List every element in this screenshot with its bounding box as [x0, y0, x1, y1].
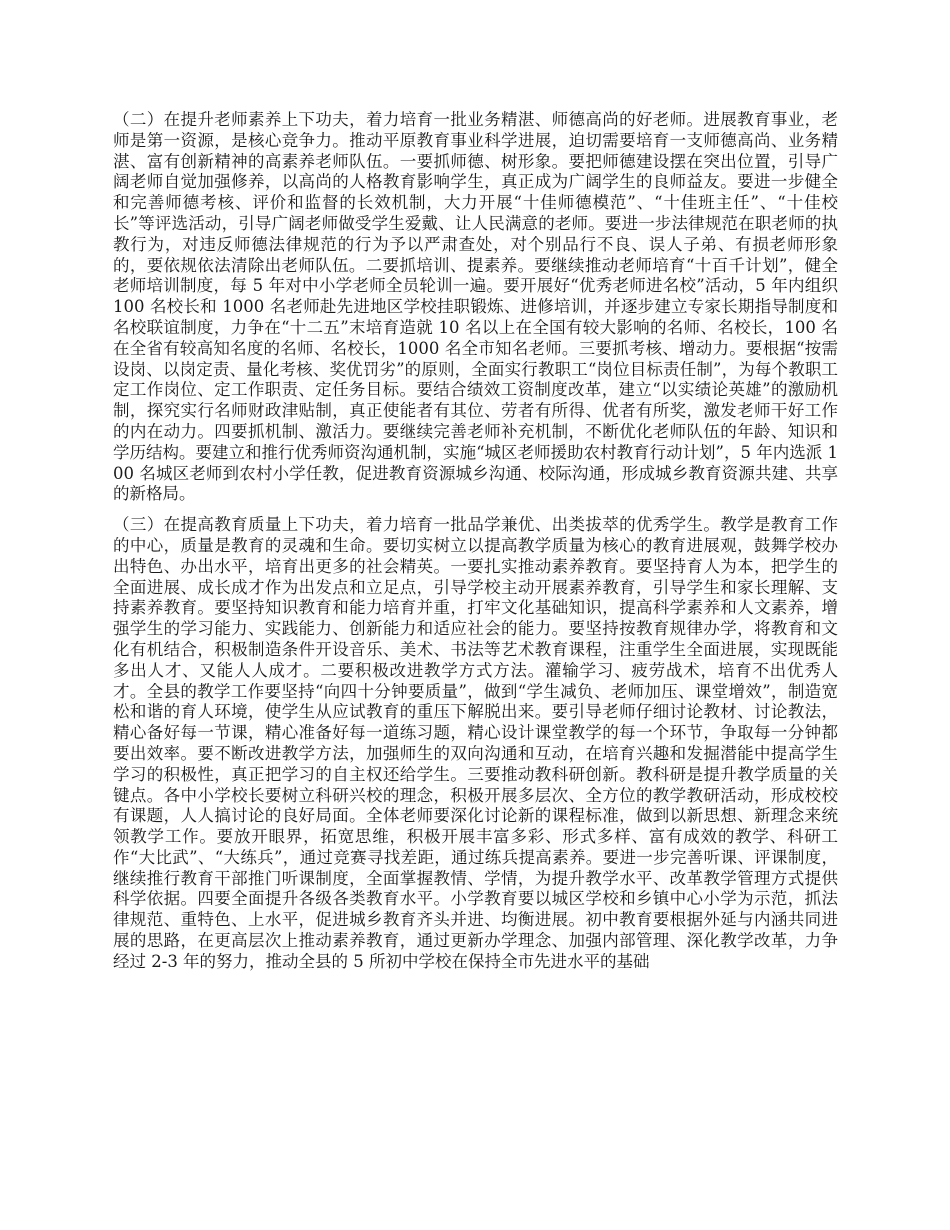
paragraph-teacher-quality: （二）在提升老师素养上下功夫，着力培育一批业务精湛、师德高尚的好老师。进展教育事业，老师是第一资源，是核心竞争力。推动平原教育事业科学进展，迫切需要培育一支师德高尚、业务精湛、富有创新精神的高素养老师队伍。一要抓师德、树形象。要把师德建设摆在突出位置，引导广阔老师自觉加强修养，以高尚的人格教育影响学生，真正成为广阔学生的良师益友。要进一步健全和完善师德考核、评价和监督的长效机制，大力开展“十佳师德模范”、“十佳班主任”、“十佳校长”等评选活动，引导广阔老师做受学生爱戴、让人民满意的老师。要进一步法律规范在职老师的执教行为，对违反师德法律规范的行为予以严肃查处，对个别品行不良、误人子弟、有损老师形象的，要依规依法清除出老师队伍。二要抓培训、提素养。要继续推动老师培育“十百千计划”，健全老师培训制度，每 5 年对中小学老师全员轮训一遍。要开展好“优秀老师进名校”活动，5 年内组织 100 名校长和 1000 名老师赴先进地区学校挂职锻炼、进修培训，并逐步建立专家长期指导制度和名校联谊制度，力争在“十二五”末培育造就 10 名以上在全国有较大影响的名师、名校长，100 名在全省有较高知名度的名师、名校长，1000 名全市知名老师。三要抓考核、增动力。要根据“按需设岗、以岗定责、量化考核、奖优罚劣”的原则，全面实行教职工“岗位目标责任制”，为每个教职工定工作岗位、定工作职责、定任务目标。要结合绩效工资制度改革，建立“以实绩论英雄”的激励机制，探究实行名师财政津贴制，真正使能者有其位、劳者有所得、优者有所奖，激发老师干好工作的内在动力。四要抓机制、激活力。要继续完善老师补充机制，不断优化老师队伍的年龄、知识和学历结构。要建立和推行优秀师资沟通机制，实施“城区老师援助农村教育行动计划”，5 年内选派 100 名城区老师到农村小学任教，促进教育资源城乡沟通、校际沟通，形成城乡教育资源共建、共享的新格局。	[113, 110, 838, 504]
document-page	[113, 110, 838, 973]
paragraph-education-quality: （三）在提高教育质量上下功夫，着力培育一批品学兼优、出类拔萃的优秀学生。教学是教育工作的中心，质量是教育的灵魂和生命。要切实树立以提高教学质量为核心的教育进展观，鼓舞学校办出特色、办出水平，培育出更多的社会精英。一要扎实推动素养教育。要坚持育人为本，把学生的全面进展、成长成才作为出发点和立足点，引导学校主动开展素养教育，引导学生和家长理解、支持素养教育。要坚持知识教育和能力培育并重，打牢文化基础知识，提高科学素养和人文素养，增强学生的学习能力、实践能力、创新能力和适应社会的能力。要坚持按教育规律办学，将教育和文化有机结合，积极制造条件开设音乐、美术、书法等艺术教育课程，注重学生全面进展，实现既能多出人才、又能人人成才。二要积极改进教学方式方法。灌输学习、疲劳战术，培育不出优秀人才。全县的教学工作要坚持“向四十分钟要质量”，做到“学生减负、老师加压、课堂增效”，制造宽松和谐的育人环境，使学生从应试教育的重压下解脱出来。要引导老师仔细讨论教材、讨论教法，精心备好每一节课，精心准备好每一道练习题，精心设计课堂教学的每一个环节，争取每一分钟都要出效率。要不断改进教学方法，加强师生的双向沟通和互动，在培育兴趣和发掘潜能中提高学生学习的积极性，真正把学习的自主权还给学生。三要推动教科研创新。教科研是提升教学质量的关键点。各中小学校长要树立科研兴校的理念，积极开展多层次、全方位的教学教研活动，形成校校有课题，人人搞讨论的良好局面。全体老师要深化讨论新的课程标准，做到以新思想、新理念来统领教学工作。要放开眼界，拓宽思维，积极开展丰富多彩、形式多样、富有成效的教学、科研工作“大比武”、“大练兵”，通过竞赛寻找差距，通过练兵提高素养。要进一步完善听课、评课制度，继续推行教育干部推门听课制度，全面掌握教情、学情，为提升教学水平、改革教学管理方式提供科学依据。四要全面提升各级各类教育水平。小学教育要以城区学校和乡镇中心小学为示范，抓法律规范、重特色、上水平，促进城乡教育齐头并进、均衡进展。初中教育要根据外延与内涵共同进展的思路，在更高层次上推动素养教育，通过更新办学理念、加强内部管理、深化教学改革，力争经过 2-3 年的努力，推动全县的 5 所初中学校在保持全市先进水平的基础	[113, 515, 838, 971]
